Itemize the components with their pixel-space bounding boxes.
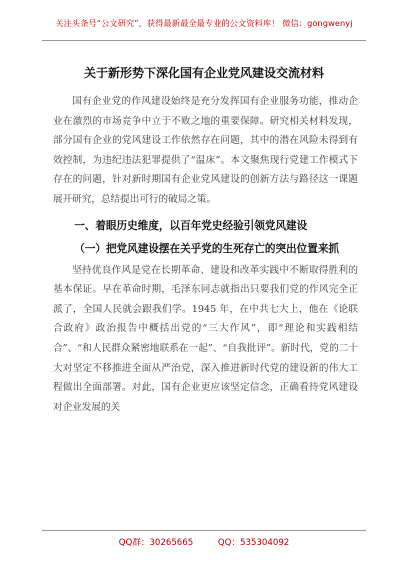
section-heading: 一、着眼历史维度，以百年党史经验引领党风建设 (74, 219, 308, 232)
intro-paragraph: 国有企业党的作风建设始终是充分发挥国有企业服务功能，推动企业在激烈的市场竞争中立于不败之地的重要保障。研究相关材料发现，部分国有企业的党风建设工作依然存在问题，其中的潜在风险未得到有效控制，为违纪违法犯罪提供了“温床”。本文聚焦现行党建工作模式下存在的问题，针对新时期国有企业党风建设的创新方法与路径这一课题展开研究，总结提出可行的破局之策。 (53, 96, 358, 205)
subsection-heading: （一）把党风建设摆在关乎党的生死存亡的突出位置来抓 (74, 242, 340, 255)
document-body (53, 92, 358, 417)
footer-contact: QQ群：30265665 QQ：535304092 (118, 538, 290, 548)
footer-divider (42, 530, 366, 531)
header-divider (42, 40, 366, 41)
header-banner: 关注头条号“公文研究”，获得最新最全最专业的公文资料库！ 微信：gongwenyj (55, 18, 353, 28)
document-title: 关于新形势下深化国有企业党风建设交流材料 (83, 66, 324, 80)
body-paragraph: 坚持优良作风是党在长期革命、建设和改革实践中不断取得胜利的基本保证。早在革命时期，毛泽东同志就指出只要我们党的作风完全正派了，全国人民就会跟我们学。1945 年，在中共七大上，他在《论联合政府》政治报告中概括出党的“三大作风”，即“理论和实践相结合”、“和人民群众紧密地联系在一起”、“自我批评”。新时代，党的二十大对坚定不移推进全面从严治党，深入推进新时代党的建设新的伟大工程做出全面部署。对此，国有企业更应该坚定信念，正确看待党风建设对企业发展的关 (53, 264, 358, 413)
